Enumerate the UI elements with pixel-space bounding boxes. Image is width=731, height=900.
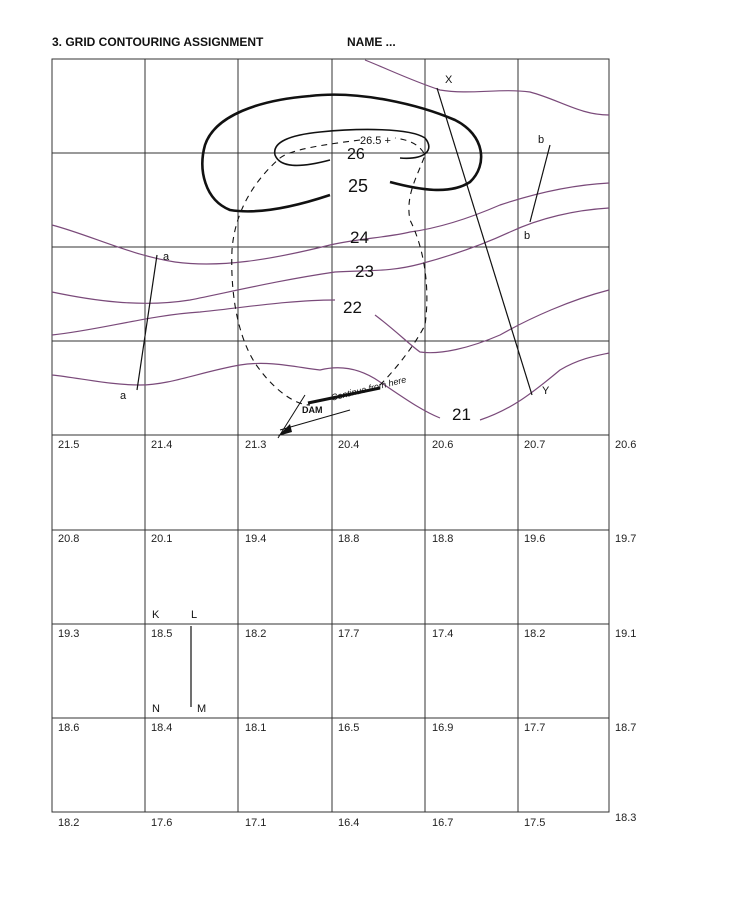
peak-label: 26.5 + [360,135,391,147]
contour-22-label: 22 [343,298,362,317]
elevation-value: 20.4 [338,439,360,451]
assignment-title: 3. GRID CONTOURING ASSIGNMENT [52,35,264,49]
elevation-value: 18.5 [151,628,173,640]
elevation-value: 17.5 [524,817,546,829]
elevation-value: 20.1 [151,533,173,545]
point-n: N [152,703,160,715]
elevation-value: 18.6 [58,722,80,734]
contour-24-label: 24 [350,228,369,247]
elevation-value: 18.7 [615,722,637,734]
elevation-value: 21.3 [245,439,267,451]
elevation-value: 18.2 [245,628,267,640]
elevation-value: 18.8 [338,533,360,545]
elevation-value: 18.1 [245,722,267,734]
elevation-value: 16.4 [338,817,360,829]
continue-note: Continue from here [330,374,408,403]
elevation-value: 17.1 [245,817,267,829]
elevation-value: 18.4 [151,722,173,734]
elevation-value: 19.7 [615,533,637,545]
elevation-value: 18.2 [58,817,80,829]
section-point-x: X [445,74,453,86]
point-m: M [197,703,207,715]
elevation-value: 16.7 [432,817,454,829]
elevation-value: 20.6 [615,439,637,451]
elevation-value: 18.3 [615,812,637,824]
elevation-value: 17.7 [524,722,546,734]
elevation-value: 19.6 [524,533,546,545]
elevation-value: 20.6 [432,439,454,451]
point-l: L [191,609,198,621]
elevation-value: 16.9 [432,722,454,734]
elevation-value: 17.7 [338,628,360,640]
point-k: K [152,609,160,621]
elevation-value: 17.4 [432,628,454,640]
section-point-y: Y [542,385,550,397]
contour-21-label: 21 [452,405,471,424]
elevation-value: 21.4 [151,439,173,451]
contour-23-label: 23 [355,262,374,281]
section-point-a-bottom: a [120,390,127,402]
elevation-value: 18.8 [432,533,454,545]
contour-25-label: 25 [348,176,369,196]
name-field-label: NAME ... [347,35,396,49]
section-point-a-top: a [163,251,170,263]
elevation-value: 18.2 [524,628,546,640]
elevation-value: 17.6 [151,817,173,829]
elevation-value: 19.4 [245,533,267,545]
section-point-b-top: b [538,134,545,146]
section-point-b-bottom: b [524,230,531,242]
elevation-value: 20.8 [58,533,80,545]
elevation-value: 19.1 [615,628,637,640]
elevation-value: 20.7 [524,439,546,451]
elevation-value: 19.3 [58,628,80,640]
contour-26-label: 26 [347,146,365,163]
elevation-value: 21.5 [58,439,80,451]
dam-label: DAM [302,405,323,415]
elevation-value: 16.5 [338,722,360,734]
